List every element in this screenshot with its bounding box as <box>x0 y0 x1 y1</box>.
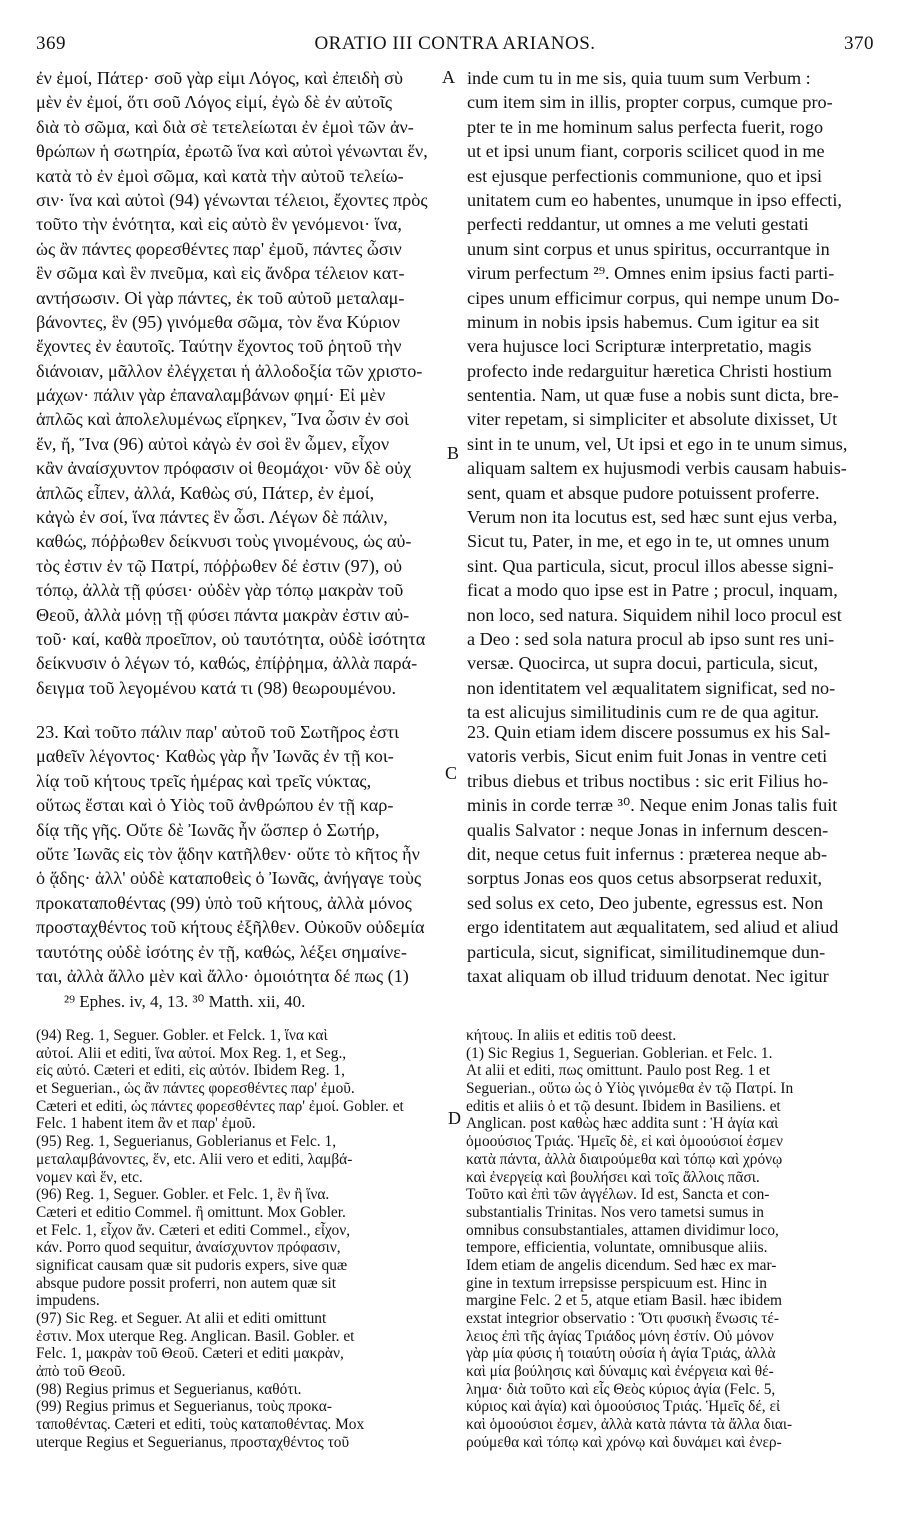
greek-text-line: οὔτε Ἰωνᾶς εἰς τὸν ᾅδην κατῆλθεν· οὔτε τὸ κῆτος ἦν <box>36 843 420 864</box>
latin-text-line: non identitatem vel æqualitatem significat, sed no- <box>467 677 836 698</box>
footnote-line: exstat integrior observatio : Ὅτι φυσικὴ ἕνωσις τέ- <box>466 1310 779 1327</box>
latin-text-line: virum perfectum ²⁹. Omnes enim ipsius facti parti- <box>467 263 835 284</box>
margin-letter-b: B <box>447 443 460 463</box>
footnote-line: tempore, efficientia, voluntate, omnibusque aliis. <box>466 1239 768 1257</box>
greek-text-line: οὕτως ἔσται καὶ ὁ Υἱὸς τοῦ ἀνθρώπου ἐν τῇ καρ- <box>36 795 394 816</box>
footnote-line: margine Felc. 2 et 5, atque etiam Basil. hæc ibidem <box>466 1292 783 1310</box>
footnote-line: κατὰ πάντα, ἀλλὰ διαιρούμεθα καὶ τόπῳ καὶ χρόνῳ <box>466 1150 783 1168</box>
latin-text-line: tribus diebus et tribus noctibus : sic erit Filius ho- <box>467 770 829 791</box>
page-number-left: 369 <box>36 33 66 54</box>
page-header <box>36 33 874 57</box>
footnote-line: Cæteri et editi, ὡς πάντες φορεσθέντες παρ' ἐμοί. Gobler. et <box>36 1097 404 1115</box>
latin-text-line: minum in nobis ipsis habemus. Cum igitur ea sit <box>467 311 820 332</box>
footnote-line: καὶ μία βούλησις καὶ δύναμις καὶ ἐνέργεια καὶ θέ- <box>466 1363 774 1381</box>
greek-text-line: μάχων· πάλιν γὰρ ἐπαναλαμβάνων φημί· Εἰ μὲν <box>36 385 386 406</box>
footnote-line: Idem etiam de angelis dicendum. Sed hæc ex mar- <box>466 1256 777 1274</box>
footnote-line: κύριος καὶ ἁγία) καὶ ὁμοούσιος Τριάς. Ἡμεῖς δέ, εἰ <box>466 1398 781 1416</box>
margin-letter-d: D <box>448 1108 461 1128</box>
latin-text-line: taxat aliquam ob illud triduum denotat. Nec igitur <box>467 965 829 986</box>
footnote-line: γὰρ μία φύσις ἡ τοιαύτη οὐσία ἡ ἁγία Τριάς, ἀλλὰ <box>466 1345 776 1363</box>
footnote-line: κάν. Porro quod sequitur, ἀναίσχυντον πρόφασιν, <box>36 1239 341 1257</box>
greek-text-line: ἔχοντες ἐν ἑαυτοῖς. Ταύτην ἔχοντος τοῦ ῥητοῦ τὴν <box>36 336 402 357</box>
greek-text-line: δειγμα τοῦ λεγομένου κατά τι (98) θεωρουμένου. <box>36 677 397 698</box>
latin-text-line: ta est alicujus similitudinis cum re de qua agitur. <box>467 702 820 723</box>
greek-text-line: ἁπλῶς καὶ ἀπολελυμένως εἴρηκεν, Ἵνα ὦσιν ἐν σοὶ <box>36 409 409 430</box>
greek-column-section-a <box>36 66 436 700</box>
greek-text-line: καθώς, πόῤῥωθεν δείκνυσι τοὺς γινομένους, ὡς αὐ- <box>36 531 412 552</box>
footnote-line: gine in textum irrepsisse perspicuum est. Hinc in <box>466 1274 767 1292</box>
greek-text-line: δίᾳ τῆς γῆς. Οὔτε δὲ Ἰωνᾶς ἦν ὥσπερ ὁ Σωτήρ, <box>36 819 380 840</box>
greek-text-line: βάνοντες, ἓν (95) γινόμεθα σῶμα, τὸν ἕνα Κύριον <box>36 311 400 332</box>
footnote-line: μεταλαμβάνοντες, ἕν, etc. Alii vero et editi, λαμβά- <box>36 1150 353 1168</box>
footnote-line: ὁμοούσιος Τριάς. Ἡμεῖς δὲ, εἰ καὶ ὁμοούσιοί ἐσμεν <box>466 1133 783 1151</box>
footnote-line: (1) Sic Regius 1, Seguerian. Goblerian. et Felc. 1. <box>466 1044 773 1062</box>
latin-text-line: profecto inde redarguitur hæretica Christi hostium <box>467 360 832 381</box>
bible-references: ²⁹ Ephes. iv, 4, 13. ³⁰ Matth. xii, 40. <box>64 992 306 1011</box>
greek-text-line: 23. Καὶ τοῦτο πάλιν παρ' αὐτοῦ τοῦ Σωτῆρος ἐστι <box>36 722 400 742</box>
latin-text-line: aliquam saltem ex hujusmodi verbis causam habuis- <box>467 458 847 479</box>
latin-text-line: est ejusque perfectionis communione, quo et ipsi <box>467 165 823 186</box>
footnote-line: Cæteri et editio Commel. ἢ omittunt. Mox Gobler. <box>36 1203 346 1221</box>
footnote-line: καὶ ἐνεργείᾳ καὶ βουλήσει καὶ τοῖς ἄλλοις πᾶσι. <box>466 1168 760 1186</box>
greek-text-line: αντήσωσιν. Οἱ γὰρ πάντες, ἐκ τοῦ αὐτοῦ μεταλαμ- <box>36 287 405 308</box>
footnote-line: uterque Regius et Seguerianus, προσταχθέντος τοῦ <box>36 1433 350 1451</box>
greek-text-line: κἀγὼ ἐν σοί, ἵνα πάντες ἓν ὦσι. Λέγων δὲ πάλιν, <box>36 507 388 528</box>
latin-text-line: dit, neque cetus fuit infernus : præterea neque ab- <box>467 843 828 864</box>
footnote-line: ταποθέντας. Cæteri et editi, τοὺς καταποθέντας. Mox <box>36 1416 365 1434</box>
latin-text-line: a Deo : sed sola natura procul ab ipso sunt res uni- <box>467 628 835 649</box>
greek-text-line: λίᾳ τοῦ κήτους τρεῖς ἡμέρας καὶ τρεῖς νύκτας, <box>36 770 372 791</box>
latin-text-line: qualis Salvator : neque Jonas in infernum descen- <box>467 819 829 840</box>
footnotes-right <box>466 1027 880 1452</box>
greek-text-line: θρώπων ἡ σωτηρία, ἐρωτῶ ἵνα καὶ αὐτοὶ γένωνται ἕν, <box>36 141 428 162</box>
margin-letter-a: A <box>442 67 455 87</box>
footnote-line: Felc. 1 habent item ἂν et παρ' ἐμοῦ. <box>36 1115 256 1133</box>
footnote-line: ἐστιν. Mox uterque Reg. Anglican. Basil. Gobler. et <box>36 1327 355 1345</box>
footnote-line: (94) Reg. 1, Seguer. Gobler. et Felck. 1, ἵνα καὶ <box>36 1027 328 1044</box>
footnote-line: et Seguerian., ὡς ἂν πάντες φορεσθέντες παρ' ἐμοῦ. <box>36 1080 355 1098</box>
footnote-line: significat causam quæ sit pudoris expers, sive quæ <box>36 1256 348 1274</box>
greek-text-line: διὰ τὸ σῶμα, καὶ διὰ σὲ τετελείωται ἐν ἐμοὶ τῶν ἀν- <box>36 116 414 137</box>
greek-text-line: ὡς ἂν πάντες φορεσθέντες παρ' ἐμοῦ, πάντες ὦσιν <box>36 238 402 259</box>
footnotes-left <box>36 1027 450 1452</box>
latin-text-line: non loco, sed natura. Siquidem nihil loco procul est <box>467 604 842 625</box>
footnote-line: Seguerian., οὕτω ὡς ὁ Υἱὸς γινόμεθα ἐν τῷ Πατρί. In <box>466 1080 794 1098</box>
footnote-line: εἰς αὐτό. Cæteri et editi, εἰς αὐτόν. Ibidem Reg. 1, <box>36 1062 345 1080</box>
greek-text-line: ἕν, ἤ, Ἵνα (96) αὐτοὶ κἀγὼ ἐν σοὶ ἓν ὦμεν, εἶχον <box>36 433 390 454</box>
greek-text-line: κἂν ἀναίσχυντον πρόφασιν οἱ θεομάχοι· νῦν δὲ οὐχ <box>36 458 412 479</box>
footnote-line: αὐτοί. Alii et editi, ἵνα αὐτοί. Mox Reg. 1, et Seg., <box>36 1044 347 1062</box>
footnote-line: impudens. <box>36 1292 100 1310</box>
footnote-line: At alii et editi, πως omittunt. Paulo post Reg. 1 et <box>466 1062 770 1080</box>
latin-text-line: sint in te unum, vel, Ut ipsi et ego in te unum simus, <box>467 433 848 454</box>
greek-text-line: Θεοῦ, ἀλλὰ μόνῃ τῇ φύσει πάντα μακρὰν ἐστιν αὐ- <box>36 604 410 625</box>
greek-column-section-b <box>36 720 436 988</box>
greek-text-line: ἐν ἐμοί, Πάτερ· σοῦ γὰρ εἰμι Λόγος, καὶ ἐπειδὴ σὺ <box>36 68 403 88</box>
latin-text-line: ficat a modo quo ipse est in Patre ; procul, inquam, <box>467 580 838 601</box>
latin-text-line: cipes unum efficimur corpus, qui nempe unum Do- <box>467 287 840 308</box>
page-number-right: 370 <box>844 33 874 54</box>
footnote-line: ἀπὸ τοῦ Θεοῦ. <box>36 1363 126 1381</box>
greek-text-line: σιν· ἵνα καὶ αὐτοὶ (94) γένωνται τέλειοι, ἔχοντες πρὸς <box>36 189 428 210</box>
footnote-line: (97) Sic Reg. et Seguer. At alii et editi omittunt <box>36 1310 327 1327</box>
latin-text-line: sed solus ex ceto, Deo jubente, egressus est. Non <box>467 892 824 913</box>
latin-text-line: versæ. Quocirca, ut supra docui, particula, sicut, <box>467 653 819 674</box>
footnote-line: absque pudore possit proferri, non autem quæ sit <box>36 1274 337 1292</box>
greek-text-line: ἓν σῶμα καὶ ἓν πνεῦμα, καὶ εἰς ἄνδρα τέλειον κατ- <box>36 263 405 284</box>
latin-text-line: pter te in me hominum salus perfecta fuerit, rogo <box>467 116 824 137</box>
latin-text-line: unitatem cum eo habentes, unumque in ipso effecti, <box>467 189 842 210</box>
latin-text-line: vatoris verbis, Sicut enim fuit Jonas in ventre ceti <box>467 746 828 767</box>
footnote-line: (98) Regius primus et Seguerianus, καθότι. <box>36 1380 302 1398</box>
latin-text-line: Verum non ita locutus est, sed hæc sunt ejus verba, <box>467 507 838 528</box>
latin-text-line: sorptus Jonas eos quos cetus absorpserat reduxit, <box>467 868 823 889</box>
latin-text-line: 23. Quin etiam idem discere possumus ex his Sal- <box>467 722 831 742</box>
margin-letter-c: C <box>445 763 458 783</box>
latin-text-line: ergo identitatem aut æqualitatem, sed aliud et aliud <box>467 917 839 938</box>
greek-text-line: μὲν ἐν ἐμοί, ὅτι σοῦ Λόγος εἰμί, ἐγὼ δὲ ἐν αὐτοῖς <box>36 92 393 113</box>
greek-text-line: ὁ ᾅδης· ἀλλ' οὐδὲ καταποθεὶς ὁ Ἰωνᾶς, ἀνήγαγε τοὺς <box>36 868 422 889</box>
greek-text-line: τὸς ἐστιν ἐν τῷ Πατρί, πόῤῥωθεν δέ ἐστιν (97), οὐ <box>36 555 403 576</box>
footnote-line: λειος ἐπὶ τῆς ἁγίας Τριάδος μόνη ἐστίν. Οὐ μόνον <box>466 1327 774 1345</box>
greek-text-line: μαθεῖν λέγοντος· Καθὼς γὰρ ἦν Ἰωνᾶς ἐν τῇ κοι- <box>36 746 394 767</box>
footnote-line: Τοῦτο καὶ ἐπὶ τῶν ἀγγέλων. Id est, Sancta et con- <box>466 1186 770 1204</box>
greek-text-line: διάνοιαν, μᾶλλον ἐλέγχεται ἡ ἀλλοδοξία τῶν χριστο- <box>36 360 423 381</box>
latin-text-line: sent, quam et absque pudore potuissent proferre. <box>467 482 820 503</box>
footnote-line: substantialis Trinitas. Nos vero tametsi sumus in <box>466 1203 764 1221</box>
greek-text-line: δείκνυσιν ὁ λέγων τό, καθώς, ἐπίῤῥημα, ἀλλὰ παρά- <box>36 653 418 674</box>
latin-column-section-a <box>467 66 879 725</box>
latin-text-line: particula, sicut, significat, similitudinemque dun- <box>467 941 826 962</box>
greek-text-line: ται, ἀλλὰ ἄλλο μὲν καὶ ἄλλο· ὁμοιότητα δέ πως (1) <box>36 965 409 986</box>
latin-text-line: Sicut tu, Pater, in me, et ego in te, ut omnes unum <box>467 531 830 552</box>
footnote-line: editis et aliis ὁ et τῷ desunt. Ibidem in Basiliens. et <box>466 1097 781 1115</box>
latin-text-line: viter repetam, si simpliciter et absolute dixisset, Ut <box>467 409 838 430</box>
latin-text-line: inde cum tu in me sis, quia tuum sum Verbum : <box>467 68 811 88</box>
greek-text-line: τόπῳ, ἀλλὰ τῇ φύσει· οὐδὲν γὰρ τόπῳ μακρὰν τοῦ <box>36 580 404 601</box>
footnote-line: (99) Regius primus et Seguerianus, τοὺς προκα- <box>36 1398 332 1416</box>
latin-text-line: ut et ipsi unum fiant, corporis scilicet quod in me <box>467 141 825 162</box>
footnote-line: (95) Reg. 1, Seguerianus, Goblerianus et Felc. 1, <box>36 1133 337 1151</box>
greek-text-line: ἁπλῶς εἶπεν, ἀλλά, Καθὼς σύ, Πάτερ, ἐν ἐμοί, <box>36 482 375 503</box>
greek-text-line: κατὰ τὸ ἐν ἐμοὶ σῶμα, καὶ κατὰ τὴν αὐτοῦ τελείω- <box>36 165 404 186</box>
greek-text-line: προκαταποθέντας (99) ὑπὸ τοῦ κήτους, ἀλλὰ μόνος <box>36 892 412 913</box>
latin-column-section-b <box>467 720 879 988</box>
footnote-line: et Felc. 1, εἶχον ἄν. Cæteri et editi Commel., εἶχον, <box>36 1221 351 1239</box>
latin-text-line: minis in corde terræ ³⁰. Neque enim Jonas talis fuit <box>467 795 838 816</box>
footnote-line: omnibus consubstantiales, attamen dividimur loco, <box>466 1221 779 1239</box>
greek-text-line: ταυτότης οὐδὲ ἰσότης ἐν τῇ, καθώς, λέξει σημαίνε- <box>36 941 407 962</box>
footnote-line: καὶ ὁμοούσιοι ἐσμεν, ἀλλὰ κατὰ πάντα τὰ ἄλλα διαι- <box>466 1416 793 1434</box>
latin-text-line: sint. Qua particula, sicut, procul illos abesse signi- <box>467 555 834 576</box>
footnote-line: λημα· διὰ τοῦτο καὶ εἷς Θεὸς κύριος ἁγία (Felc. 5, <box>466 1380 776 1398</box>
running-title: ORATIO III CONTRA ARIANOS. <box>314 33 596 54</box>
footnote-line: ρούμεθα καὶ τόπῳ καὶ χρόνῳ καὶ δυνάμει καὶ ἐνερ- <box>466 1433 782 1451</box>
greek-text-line: τοῦτο τὴν ἑνότητα, καὶ εἰς αὐτὸ ἓν γενόμενοι· ἵνα, <box>36 214 402 235</box>
footnote-line: νομεν καὶ ἕν, etc. <box>36 1168 143 1186</box>
greek-text-line: προσταχθέντος τοῦ κήτους ἐξῆλθεν. Οὐκοῦν οὐδεμία <box>36 917 425 938</box>
footnote-line: (96) Reg. 1, Seguer. Gobler. et Felc. 1, ἓν ἢ ἵνα. <box>36 1186 330 1204</box>
footnote-line: Anglican. post καθὼς hæc addita sunt : Ἡ ἁγία καὶ <box>466 1115 779 1133</box>
latin-text-line: cum item sim in illis, propter corpus, cumque pro- <box>467 92 833 113</box>
latin-text-line: vera hujusce loci Scripturæ interpretatio, magis <box>467 336 812 357</box>
latin-text-line: perfecti reddantur, ut omnes a me veluti gestati <box>467 214 809 235</box>
greek-text-line: τοῦ· καί, καθὰ προεῖπον, οὐ ταυτότητα, οὐδὲ ἰσότητα <box>36 628 426 649</box>
footnote-line: κήτους. In aliis et editis τοῦ deest. <box>466 1027 677 1044</box>
footnote-line: Felc. 1, μακρὰν τοῦ Θεοῦ. Cæteri et editi μακρὰν, <box>36 1345 344 1363</box>
latin-text-line: sententia. Nam, ut quæ fuse a nobis sunt dicta, bre- <box>467 385 839 406</box>
latin-text-line: unum sint corpus et unus spiritus, occurrantque in <box>467 238 830 259</box>
